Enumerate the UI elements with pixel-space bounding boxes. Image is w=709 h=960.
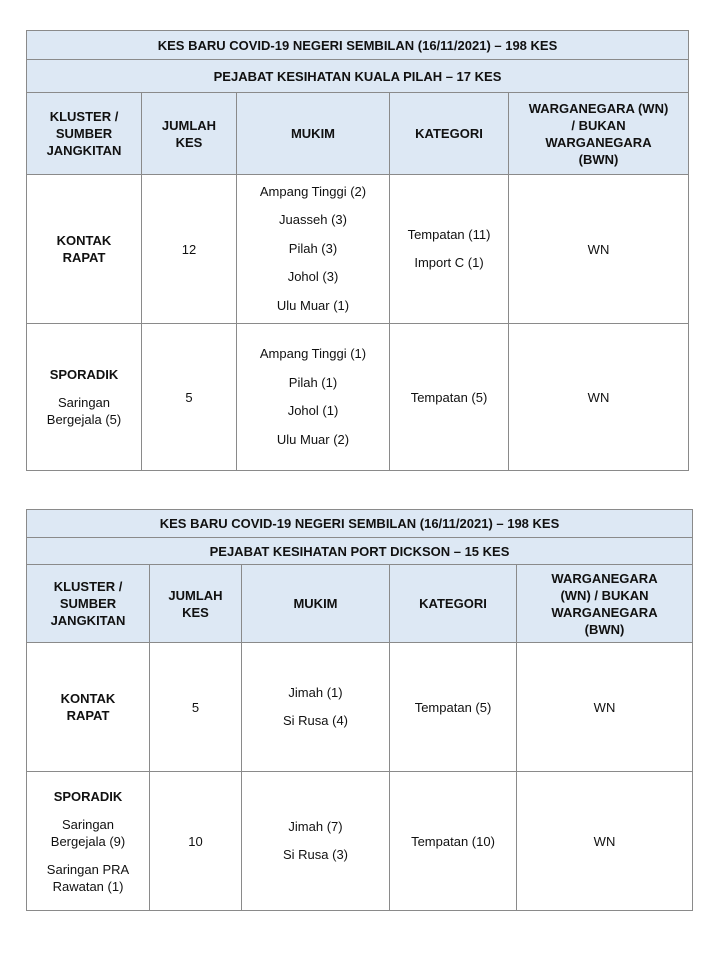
header-warganegara: WARGANEGARA (WN) / BUKAN WARGANEGARA (BWN) [517, 565, 693, 643]
header-mukim: MUKIM [237, 93, 390, 175]
cell-warganegara: WN [517, 643, 693, 772]
header-warganegara: WARGANEGARA (WN) / BUKAN WARGANEGARA (BWN) [509, 93, 689, 175]
cell-kluster: KONTAK RAPAT [27, 175, 142, 324]
cell-mukim: Ampang Tinggi (2) Juasseh (3) Pilah (3) Johol (3) Ulu Muar (1) [237, 175, 390, 324]
table-row [27, 643, 693, 772]
table-title: KES BARU COVID-19 NEGERI SEMBILAN (16/11/2021) – 198 KES [27, 510, 693, 538]
cell-warganegara: WN [509, 175, 689, 324]
cell-mukim: Jimah (1) Si Rusa (4) [242, 643, 390, 772]
cell-warganegara: WN [517, 772, 693, 911]
cell-mukim: Jimah (7) Si Rusa (3) [242, 772, 390, 911]
header-kategori: KATEGORI [390, 565, 517, 643]
cell-jumlah: 10 [150, 772, 242, 911]
cell-kategori: Tempatan (10) [390, 772, 517, 911]
cell-kluster: SPORADIK Saringan Bergejala (5) [27, 324, 142, 471]
cell-jumlah: 12 [142, 175, 237, 324]
cell-kategori: Tempatan (11) Import C (1) [390, 175, 509, 324]
table-title: KES BARU COVID-19 NEGERI SEMBILAN (16/11/2021) – 198 KES [27, 31, 689, 60]
header-jumlah: JUMLAH KES [150, 565, 242, 643]
cell-warganegara: WN [509, 324, 689, 471]
header-mukim: MUKIM [242, 565, 390, 643]
cell-mukim: Ampang Tinggi (1) Pilah (1) Johol (1) Ulu Muar (2) [237, 324, 390, 471]
table-row [27, 772, 693, 911]
header-kluster: KLUSTER / SUMBER JANGKITAN [27, 565, 150, 643]
cell-kategori: Tempatan (5) [390, 643, 517, 772]
kuala-pilah-table [26, 30, 689, 471]
table-subtitle: PEJABAT KESIHATAN KUALA PILAH – 17 KES [27, 60, 689, 93]
cell-kluster: KONTAK RAPAT [27, 643, 150, 772]
cell-jumlah: 5 [142, 324, 237, 471]
cell-jumlah: 5 [150, 643, 242, 772]
table-subtitle: PEJABAT KESIHATAN PORT DICKSON – 15 KES [27, 538, 693, 565]
table-row [27, 324, 689, 471]
header-kategori: KATEGORI [390, 93, 509, 175]
cell-kategori: Tempatan (5) [390, 324, 509, 471]
header-jumlah: JUMLAH KES [142, 93, 237, 175]
port-dickson-table [26, 509, 693, 911]
table-row [27, 175, 689, 324]
header-kluster: KLUSTER / SUMBER JANGKITAN [27, 93, 142, 175]
cell-kluster: SPORADIK Saringan Bergejala (9) Saringan PRA Rawatan (1) [27, 772, 150, 911]
